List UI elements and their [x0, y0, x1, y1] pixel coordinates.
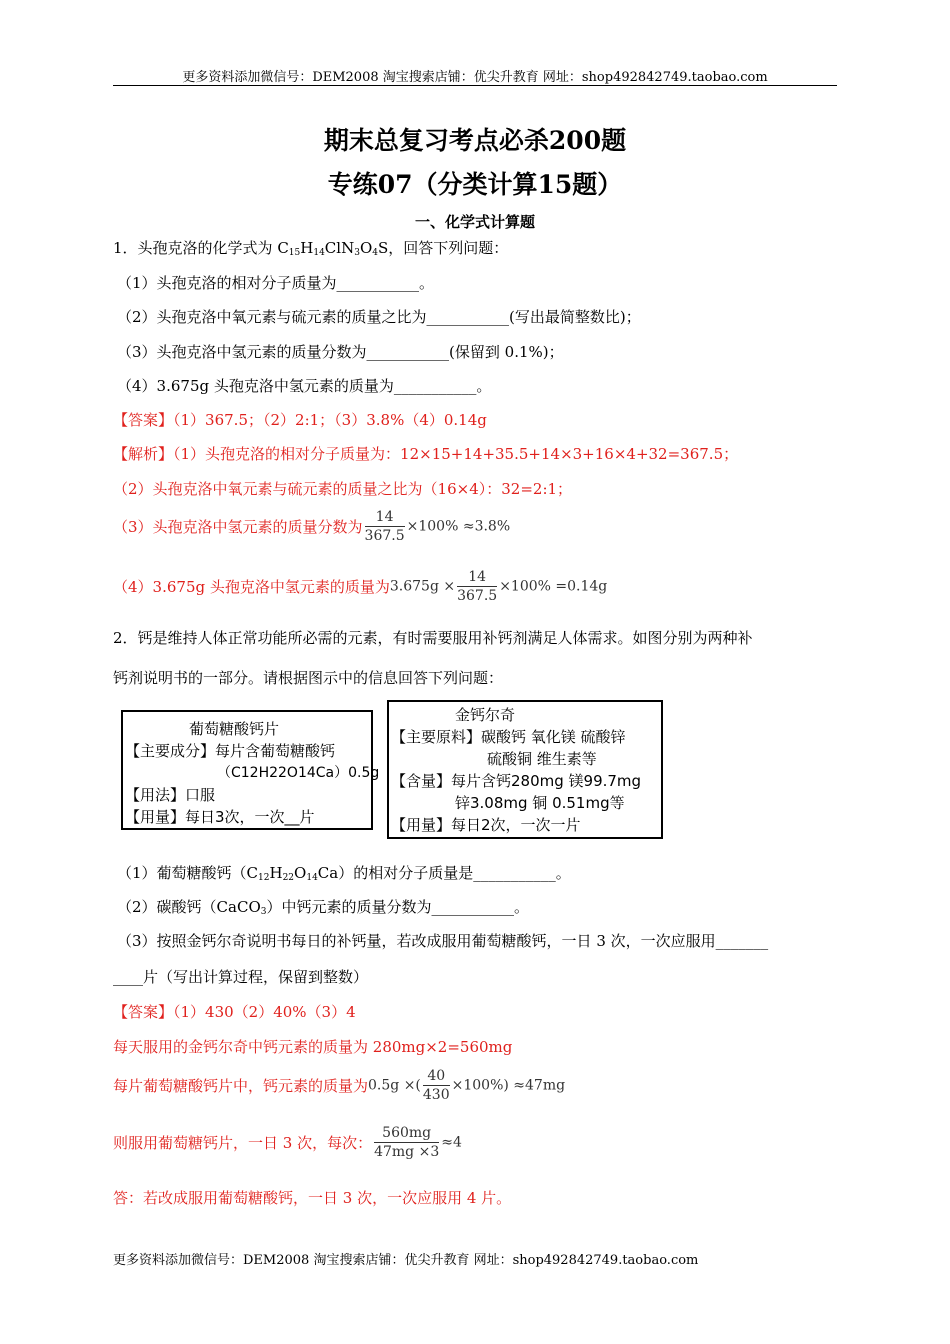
- q2-calc-2: 每片葡萄糖酸钙片中，钙元素的质量为0.5g ×( $\frac{40}{430}$ ×100%) ≈47mg: [113, 1068, 566, 1103]
- q2-answer: 【答案】（1）430（2）40%（3）4: [113, 1003, 356, 1021]
- q1-intro: 1．头孢克洛的化学式为 $C_{15}H_{14}ClN_3O_4S$，回答下列问题：: [113, 239, 509, 258]
- box2-line2: 硫酸铜 维生素等: [487, 750, 597, 768]
- q2-intro-line2: 钙剂说明书的一部分。请根据图示中的信息回答下列问题：: [113, 669, 504, 687]
- box1-line3: 【用法】口服: [125, 786, 216, 804]
- q1-answer: 【答案】（1）367.5；（2）2:1；（3）3.8%（4）0.14g: [113, 411, 487, 429]
- header-divider: [113, 85, 837, 86]
- box2-line4: 锌3.08mg 铜 0.51mg等: [455, 794, 625, 812]
- box1-line1: 【主要成分】每片含葡萄糖酸钙: [125, 742, 336, 760]
- q1-part4: （4）3.675g 头孢克洛中氢元素的质量为___________。: [117, 377, 492, 395]
- box2-line3: 【含量】每片含钙280mg 镁99.7mg: [391, 772, 642, 790]
- box1-line2: （C12H22O14Ca）0.5g: [217, 765, 380, 781]
- q2-part1: （1）葡萄糖酸钙$(C_{12}H_{22}O_{14}Ca)$的相对分子质量是___________。: [117, 864, 571, 883]
- box2-line5: 【用量】每日2次，一次一片: [391, 816, 581, 834]
- q1-part2: （2）头孢克洛中氧元素与硫元素的质量之比为___________(写出最简整数比)；: [117, 308, 641, 326]
- box2-line1: 【主要原料】碳酸钙 氧化镁 硫酸锌: [391, 728, 626, 746]
- q2-part3-line2: ____片（写出计算过程，保留到整数）: [113, 968, 369, 986]
- page-footer: 更多资料添加微信号：DEM2008 淘宝搜索店铺：优尖升教育 网址：shop492842749.taobao.com: [113, 1253, 699, 1268]
- q2-intro-line1: 2．钙是维持人体正常功能所必需的元素，有时需要服用补钙剂满足人体需求。如图分别为两种补: [113, 629, 753, 647]
- fraction-hydrogen-mass: $\frac{14}{367.5}$: [457, 569, 498, 604]
- box1-line4: 【用量】每日3次，一次__片: [125, 808, 315, 826]
- q2-part2: （2）碳酸钙（CaCO$_3$）中钙元素的质量分数为___________。: [117, 898, 529, 917]
- box2-title: 金钙尔奇: [455, 706, 516, 724]
- q2-conclusion: 答：若改成服用葡萄糖酸钙，一日 3 次，一次应服用 4 片。: [113, 1189, 512, 1207]
- fraction-tablets: $\frac{560mg}{47mg \times 3}$: [374, 1125, 440, 1160]
- q1-analysis-1: 【解析】（1）头孢克洛的相对分子质量为：12×15+14+35.5+14×3+16×4+32=367.5；: [113, 445, 739, 463]
- page-header: 更多资料添加微信号：DEM2008 淘宝搜索店铺：优尖升教育 网址：shop492842749.taobao.com: [182, 70, 768, 85]
- q1-part1: （1）头孢克洛的相对分子质量为___________。: [117, 274, 435, 292]
- q2-calc-3: 则服用葡萄糖钙片，一日 3 次，每次： $\frac{560mg}{47mg \times 3}$ ≈4: [113, 1125, 462, 1160]
- calcium-gluconate-label: [121, 710, 380, 830]
- q2-calc-1: 每天服用的金钙尔奇中钙元素的质量为 280mg×2=560mg: [113, 1038, 513, 1056]
- jingaierqi-label: [387, 700, 663, 839]
- page-subtitle: 专练07（分类计算15题）: [327, 170, 623, 199]
- q1-analysis-4: （4）3.675g 头孢克洛中氢元素的质量为3.675g × $\frac{14}{367.5}$ ×100% =0.14g: [113, 569, 608, 604]
- q1-analysis-2: （2）头孢克洛中氧元素与硫元素的质量之比为（16×4）：32=2:1；: [113, 480, 573, 498]
- q1-part3: （3）头孢克洛中氢元素的质量分数为___________(保留到 0.1%)；: [117, 343, 564, 361]
- q2-part3-line1: （3）按照金钙尔奇说明书每日的补钙量，若改成服用葡萄糖酸钙，一日 3 次，一次应服用_______: [117, 932, 769, 950]
- box1-title: 葡萄糖酸钙片: [189, 720, 280, 738]
- q1-analysis-3: （3）头孢克洛中氢元素的质量分数为 $\frac{14}{367.5}$ ×100% ≈3.8%: [113, 509, 511, 544]
- fraction-hydrogen-percent: $\frac{14}{367.5}$: [364, 509, 405, 544]
- section-heading: 一、化学式计算题: [414, 213, 535, 231]
- page-title: 期末总复习考点必杀200题: [323, 126, 627, 155]
- fraction-calcium-percent: $\frac{40}{430}$: [422, 1068, 450, 1103]
